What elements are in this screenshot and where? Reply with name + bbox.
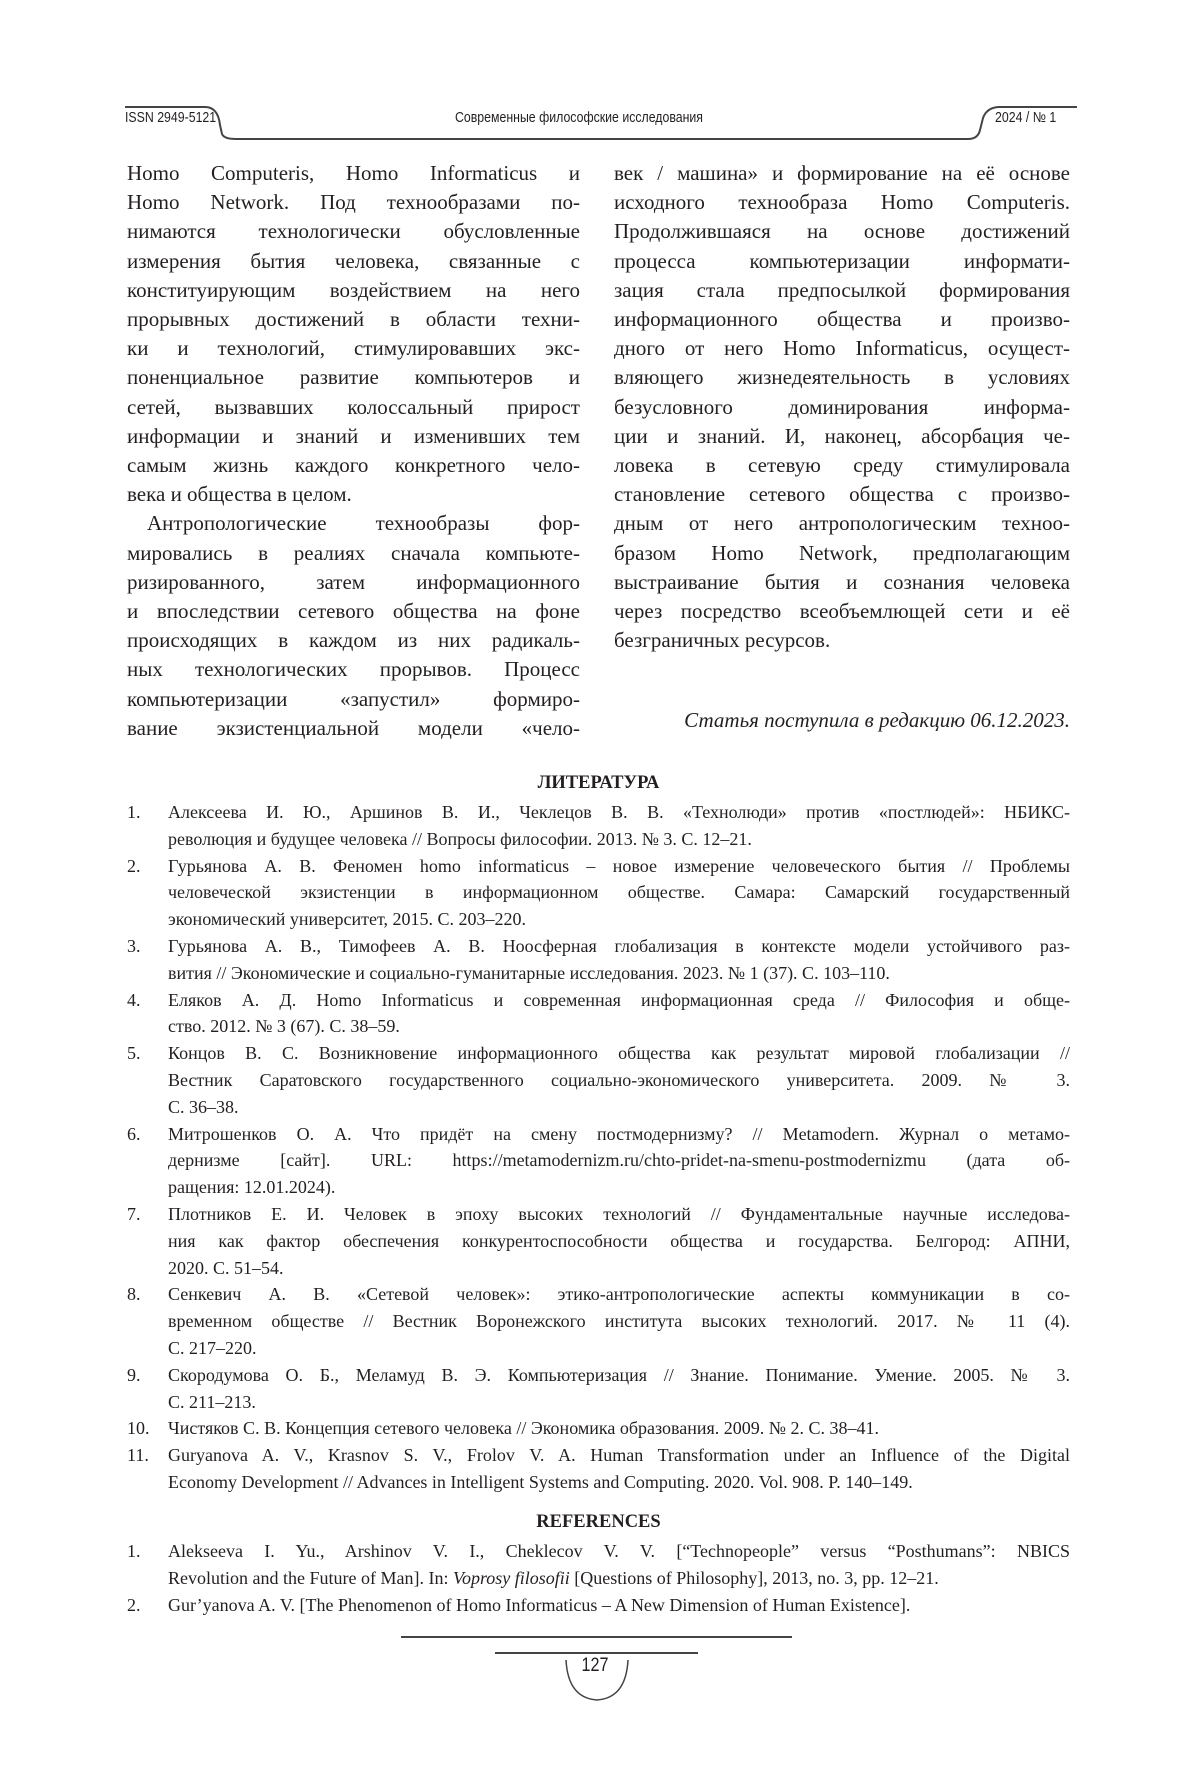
journal-title: Современные философские исследования	[455, 110, 703, 126]
reference-number: 9.	[127, 1362, 141, 1389]
text-line: конституирующим воздействием на него	[127, 276, 580, 305]
reference-line: Гурьянова А. В., Тимофеев А. В. Ноосферная глобализация в контексте модели устойчивого раз-	[168, 933, 1070, 960]
reference-item	[127, 799, 1070, 853]
reference-line: Скородумова О. Б., Меламуд В. Э. Компьютеризация // Знание. Понимание. Умение. 2005. № 3.	[168, 1362, 1070, 1389]
reference-line: Митрошенков О. А. Что придёт на смену постмодернизму? // Metamodern. Журнал о метамо-	[168, 1121, 1070, 1148]
text-line: через посредство всеобъемлющей сети и её	[614, 597, 1070, 626]
literature-list	[127, 799, 1070, 1496]
reference-number: 5.	[127, 1040, 141, 1067]
reference-text	[168, 1040, 1070, 1120]
reference-number: 2.	[127, 853, 141, 880]
text-line: информации и знаний и изменивших тем	[127, 422, 580, 451]
text-line: и впоследствии сетевого общества на фоне	[127, 597, 580, 626]
text-line: поненциальное развитие компьютеров и	[127, 363, 580, 392]
page-number: 127	[574, 1655, 617, 1677]
reference-line: Алексеева И. Ю., Аршинов В. И., Чеклецов В. В. «Технолюди» против «постлюдей»: НБИКС-	[168, 799, 1070, 826]
reference-line: Сенкевич А. В. «Сетевой человек»: этико-антропологические аспекты коммуникации в со-	[168, 1281, 1070, 1308]
reference-item	[127, 987, 1070, 1041]
text-line: информационного общества и произво-	[614, 305, 1070, 334]
text-segment: Gur’yanova A. V. [The Phenomenon of Homo Informaticus – A New Dimension of Human Existence].	[168, 1595, 910, 1615]
reference-item	[127, 1592, 1070, 1619]
paragraph	[127, 159, 580, 509]
reference-text	[168, 1121, 1070, 1201]
reference-line: Концов В. С. Возникновение информационного общества как результат мировой глобализации //	[168, 1040, 1070, 1067]
text-line: безграничных ресурсов.	[614, 626, 1070, 655]
reference-line: ния как фактор обеспечения конкурентоспособности общества и государства. Белгород: АПНИ,	[168, 1228, 1070, 1255]
reference-item	[127, 853, 1070, 933]
text-line: становление сетевого общества с произво-	[614, 480, 1070, 509]
reference-line: С. 36–38.	[168, 1094, 1070, 1121]
reference-text	[168, 1415, 1070, 1442]
reference-item	[127, 1415, 1070, 1442]
reference-line	[168, 1538, 1070, 1565]
reference-line: Вестник Саратовского государственного социально-экономического университета. 2009. № 3.	[168, 1067, 1070, 1094]
reference-line: человеческой экзистенции в информационном обществе. Самара: Самарский государственный	[168, 879, 1070, 906]
reference-item	[127, 1040, 1070, 1120]
reference-number: 7.	[127, 1201, 141, 1228]
reference-line: Economy Development // Advances in Intelligent Systems and Computing. 2020. Vol. 908. P. 140–149.	[168, 1469, 1070, 1496]
text-line: вание экзистенциальной модели «чело-	[127, 714, 580, 743]
reference-line: ство. 2012. № 3 (67). С. 38–59.	[168, 1013, 1070, 1040]
reference-number: 11.	[127, 1442, 149, 1469]
text-line: мировались в реалиях сначала компьюте-	[127, 539, 580, 568]
text-line: век / машина» и формирование на её основе	[614, 159, 1070, 188]
reference-text	[168, 1201, 1070, 1281]
text-line: самым жизнь каждого конкретного чело-	[127, 451, 580, 480]
text-line: безусловного доминирования информа-	[614, 393, 1070, 422]
reference-number: 1.	[127, 799, 141, 826]
text-line: ки и технологий, стимулировавших экс-	[127, 334, 580, 363]
reference-line: Плотников Е. И. Человек в эпоху высоких технологий // Фундаментальные научные исследова-	[168, 1201, 1070, 1228]
body-column-left	[127, 159, 580, 743]
reference-line: дернизме [сайт]. URL: https://metamodernizm.ru/chto-pridet-na-smenu-postmodernizmu (дата об-	[168, 1147, 1070, 1174]
footer-frame	[0, 1620, 1200, 1740]
reference-line	[168, 1592, 1070, 1619]
reference-line	[168, 1565, 1070, 1592]
reference-text	[168, 1281, 1070, 1361]
text-line: Антропологические технообразы фор-	[127, 509, 580, 538]
reference-line: Чистяков С. В. Концепция сетевого человека // Экономика образования. 2009. № 2. С. 38–41.	[168, 1415, 1070, 1442]
reference-text	[168, 799, 1070, 853]
reference-item	[127, 1121, 1070, 1201]
text-line: дного от него Homo Informaticus, осущест-	[614, 334, 1070, 363]
text-segment: [Questions of Philosophy], 2013, no. 3, pp. 12–21.	[570, 1568, 939, 1588]
reference-text	[168, 1538, 1070, 1592]
reference-line: временном обществе // Вестник Воронежского института высоких технологий. 2017. № 11 (4).	[168, 1308, 1070, 1335]
text-line: ризированного, затем информационного	[127, 568, 580, 597]
reference-item	[127, 1538, 1070, 1592]
reference-line: экономический университет, 2015. С. 203–220.	[168, 906, 1070, 933]
reference-line: 2020. С. 51–54.	[168, 1255, 1070, 1282]
issn: ISSN 2949-5121	[125, 110, 216, 126]
text-line: века и общества в целом.	[127, 480, 580, 509]
reference-text	[168, 1442, 1070, 1496]
literature-heading: ЛИТЕРАТУРА	[127, 773, 1070, 794]
journal-title-italic: Voprosy filosofii	[453, 1568, 570, 1588]
reference-line: Еляков А. Д. Homo Informaticus и современная информационная среда // Философия и обще-	[168, 987, 1070, 1014]
text-line: процесса компьютеризации информати-	[614, 247, 1070, 276]
reference-text	[168, 853, 1070, 933]
text-line: выстраивание бытия и сознания человека	[614, 568, 1070, 597]
text-line: прорывных достижений в области техни-	[127, 305, 580, 334]
text-segment: Revolution and the Future of Man]. In:	[168, 1568, 453, 1588]
reference-line: ращения: 12.01.2024).	[168, 1174, 1070, 1201]
reference-number: 1.	[127, 1538, 141, 1565]
text-line: зация стала предпосылкой формирования	[614, 276, 1070, 305]
text-line: ции и знаний. И, наконец, абсорбация че-	[614, 422, 1070, 451]
text-line: компьютеризации «запустил» формиро-	[127, 685, 580, 714]
reference-line: С. 217–220.	[168, 1335, 1070, 1362]
text-line: исходного технообраза Homo Computeris.	[614, 188, 1070, 217]
reference-line: Guryanova A. V., Krasnov S. V., Frolov V. A. Human Transformation under an Influence of the Digital	[168, 1442, 1070, 1469]
reference-line: революция и будущее человека // Вопросы философии. 2013. № 3. С. 12–21.	[168, 826, 1070, 853]
text-line: сетей, вызвавших колоссальный прирост	[127, 393, 580, 422]
reference-number: 10.	[127, 1415, 150, 1442]
reference-line: Гурьянова А. В. Феномен homo informaticus – новое измерение человеческого бытия // Проблемы	[168, 853, 1070, 880]
reference-line: С. 211–213.	[168, 1389, 1070, 1416]
reference-number: 4.	[127, 987, 141, 1014]
text-line: Продолжившаяся на основе достижений	[614, 217, 1070, 246]
reference-item	[127, 1362, 1070, 1416]
text-line: ных технологических прорывов. Процесс	[127, 655, 580, 684]
reference-line: вития // Экономические и социально-гуманитарные исследования. 2023. № 1 (37). С. 103–110.	[168, 960, 1070, 987]
text-line: дным от него антропологическим техноо-	[614, 509, 1070, 538]
references-list	[127, 1538, 1070, 1618]
paragraph	[127, 509, 580, 743]
reference-text	[168, 987, 1070, 1041]
reference-number: 2.	[127, 1592, 141, 1619]
body-column-right	[614, 159, 1070, 655]
reference-text	[168, 933, 1070, 987]
reference-item	[127, 933, 1070, 987]
text-line: измерения бытия человека, связанные с	[127, 247, 580, 276]
text-line: вляющего жизнедеятельность в условиях	[614, 363, 1070, 392]
text-line: Homo Network. Под технообразами по-	[127, 188, 580, 217]
reference-number: 3.	[127, 933, 141, 960]
text-line: бразом Homo Network, предполагающим	[614, 539, 1070, 568]
reference-number: 6.	[127, 1121, 141, 1148]
text-line: нимаются технологически обусловленные	[127, 217, 580, 246]
reference-item	[127, 1442, 1070, 1496]
reference-number: 8.	[127, 1281, 141, 1308]
reference-text	[168, 1592, 1070, 1619]
header-frame	[0, 0, 1200, 160]
text-line: ловека в сетевую среду стимулировала	[614, 451, 1070, 480]
paragraph	[614, 159, 1070, 655]
text-segment: Alekseeva I. Yu., Arshinov V. I., Cheklecov V. V. [“Technopeople” versus “Posthumans”: NBICS	[168, 1541, 1070, 1561]
references-heading: REFERENCES	[127, 1512, 1070, 1533]
reference-item	[127, 1281, 1070, 1361]
reference-text	[168, 1362, 1070, 1416]
text-line: происходящих в каждом из них радикаль-	[127, 626, 580, 655]
reference-item	[127, 1201, 1070, 1281]
received-note: Статья поступила в редакцию 06.12.2023.	[614, 708, 1070, 733]
text-line: Homo Computeris, Homo Informaticus и	[127, 159, 580, 188]
issue-number: 2024 / № 1	[995, 110, 1056, 126]
